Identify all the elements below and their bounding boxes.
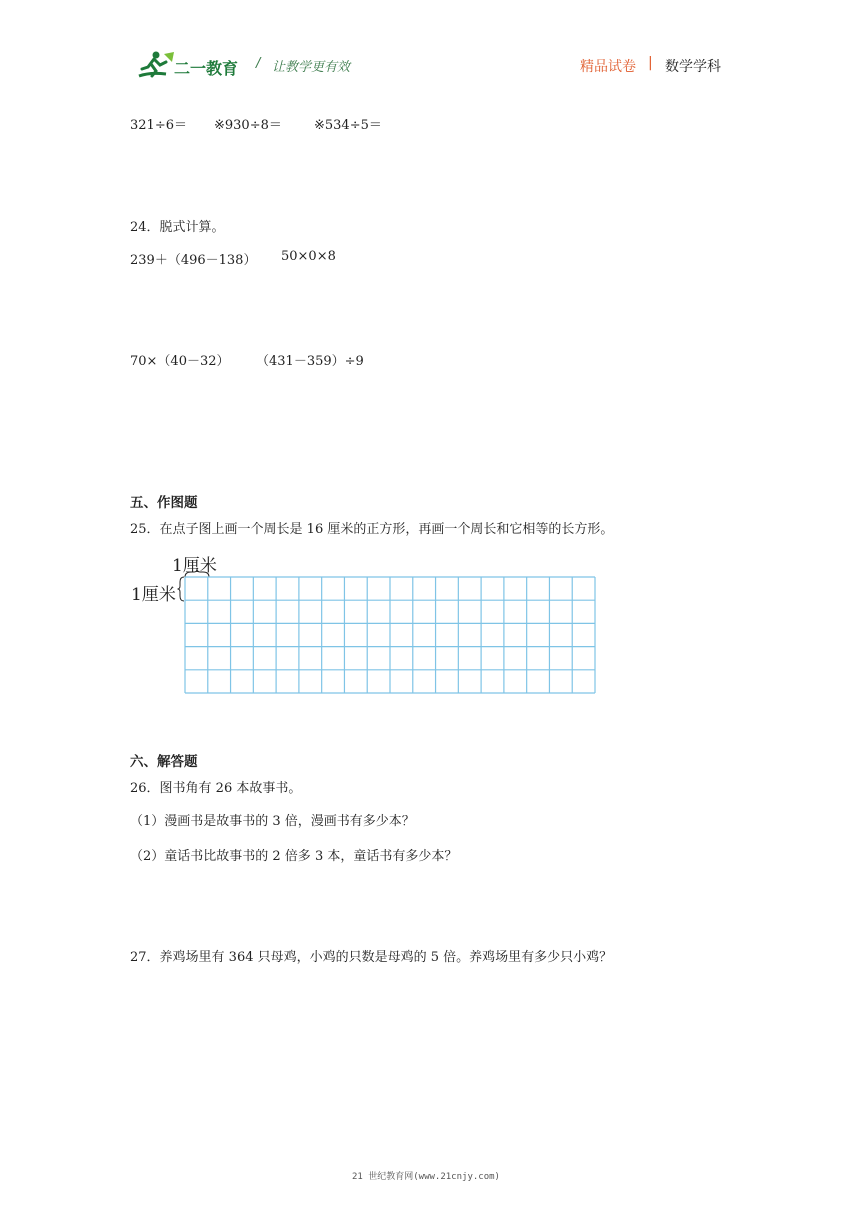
calc-item-3: ※534÷5＝ [314,118,382,133]
q24-expr-2: 50×0×8 [281,249,336,264]
logo [136,50,246,80]
q27-text: 27．养鸡场里有 364 只母鸡，小鸡的只数是母鸡的 5 倍。养鸡场里有多少只小鸡？ [130,950,613,965]
logo-text: 二一教育 [174,59,239,78]
q24-title: 24．脱式计算。 [130,220,225,235]
dot-grid[interactable] [184,576,596,694]
q25-text: 25．在点子图上画一个周长是 16 厘米的正方形，再画一个周长和它相等的长方形。 [130,522,614,537]
q24-expr-3: 70×（40－32） [130,354,230,369]
q26-text: 26．图书角有 26 本故事书。 [130,781,302,796]
q26-part2: （2）童话书比故事书的 2 倍多 3 本，童话书有多少本？ [130,849,458,864]
slogan-divider: / [256,56,261,71]
runner-logo-icon [136,50,176,80]
header-subject: 数学学科 [665,59,721,75]
header-separator: | [648,55,653,71]
q24-expr-4: （431－359）÷9 [256,354,364,369]
calc-item-1: 321÷6＝ [130,118,187,133]
q24-expr-1: 239＋（496－138） [130,253,257,268]
calc-item-2: ※930÷8＝ [214,118,282,133]
section5-title: 五、作图题 [130,495,198,511]
grid-label-top: 1厘米 [172,556,217,576]
q26-part1: （1）漫画书是故事书的 3 倍，漫画书有多少本？ [130,814,415,829]
header-label-quality: 精品试卷 [580,59,636,75]
grid-label-left: 1厘米 [131,585,176,605]
slogan: 让教学更有效 [272,60,351,75]
footer: 21 世纪教育网(www.21cnjy.com) [352,1172,500,1182]
section6-title: 六、解答题 [130,754,198,770]
